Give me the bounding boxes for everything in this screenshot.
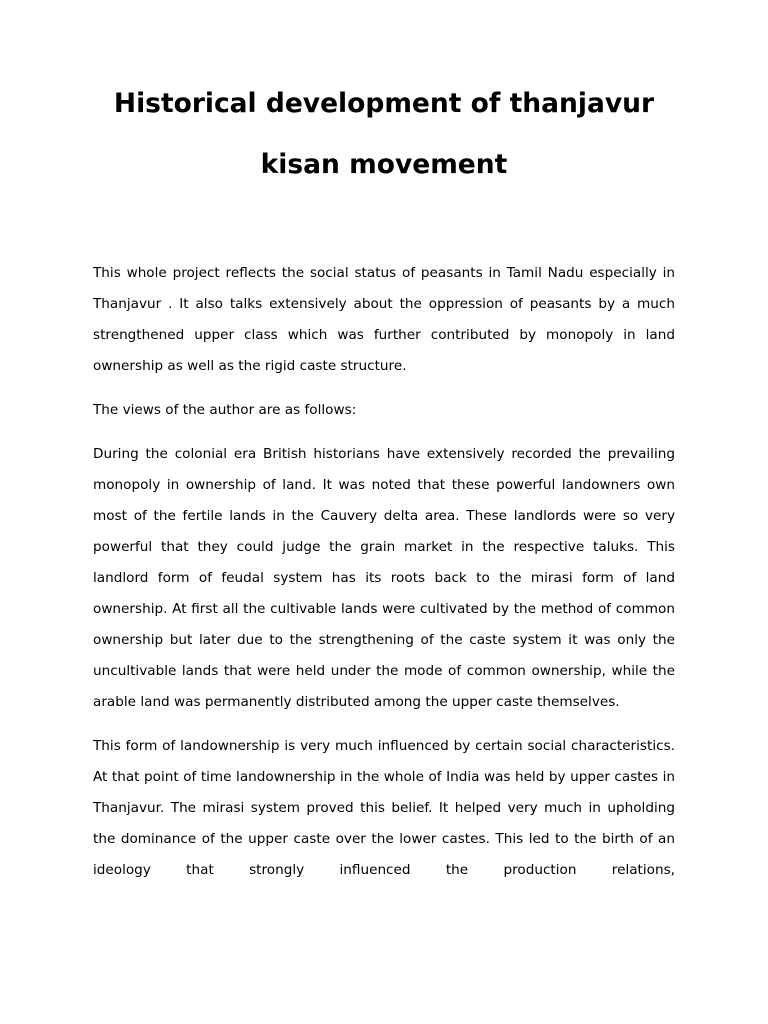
paragraph-colonial-era: During the colonial era British historians have extensively recorded the prevailing monopoly in ownership of land. It was noted that these powerful landowners own most of the fertile lands in the Cauvery delta area. These landlords were so very powerful that they could judge the grain market in the respective taluks. This landlord form of feudal system has its roots back to the mirasi form of land ownership. At first all the cultivable lands were cultivated by the method of common ownership but later due to the strengthening of the caste system it was only the uncultivable lands that were held under the mode of common ownership, while the arable land was permanently distributed among the upper caste themselves. [93,446,675,710]
document-title-line-1: Historical development of thanjavur [113,88,655,119]
paragraph-author-views: The views of the author are as follows: [93,402,357,418]
paragraph-landownership: This form of landownership is very much influenced by certain social characteristics. At that point of time landownership in the whole of India was held by upper castes in Thanjavur. The mirasi system proved this belief. It helped very much in upholding the dominance of the upper caste over the lower castes. This led to the birth of an ideology that strongly influenced the production relations, [93,738,675,878]
document-title-line-2: kisan movement [260,149,508,180]
document-body [93,258,675,899]
paragraph-intro: This whole project reflects the social status of peasants in Tamil Nadu especially in Thanjavur . It also talks extensively about the oppression of peasants by a much strengthened upper class which was further contributed by monopoly in land ownership as well as the rigid caste structure. [93,265,675,374]
